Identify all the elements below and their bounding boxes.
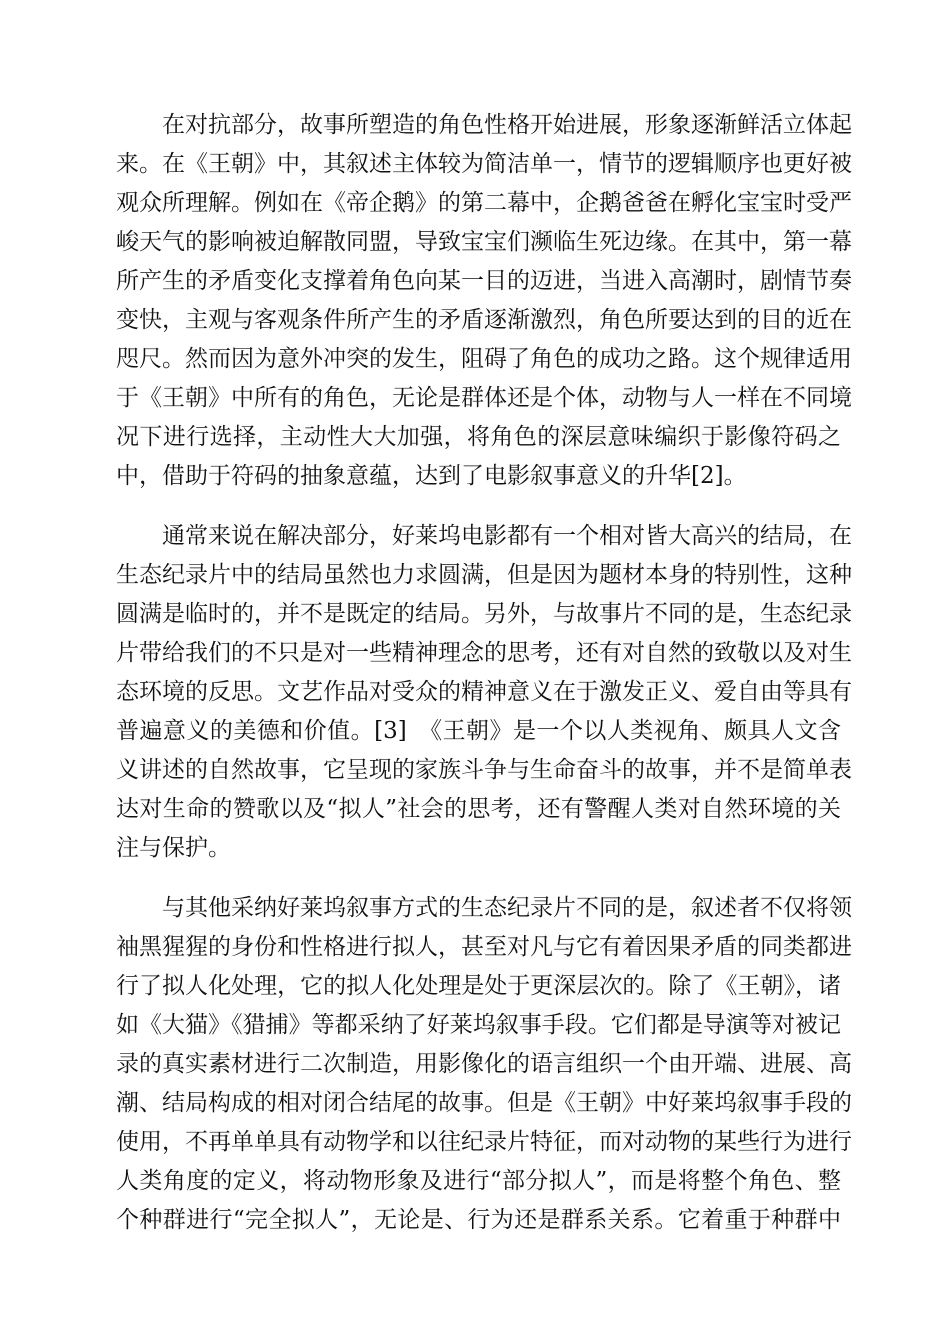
text-line: 如《大猫》《猎捕》等都采纳了好莱坞叙事手段。它们都是导演等对被记 bbox=[116, 1012, 841, 1038]
text-line: 况下进行选择，主动性大大加强，将角色的深层意味编织于影像符码之 bbox=[116, 424, 841, 450]
text-line: 圆满是临时的，并不是既定的结局。另外，与故事片不同的是，生态纪录 bbox=[116, 601, 852, 627]
text-line: 在对抗部分，故事所塑造的角色性格开始进展，形象逐渐鲜活立体起 bbox=[162, 112, 852, 138]
text-line: 态环境的反思。文艺作品对受众的精神意义在于激发正义、爱自由等具有 bbox=[116, 679, 852, 705]
text-line: 人类角度的定义，将动物形象及进行“部分拟人”，而是将整个角色、整 bbox=[116, 1168, 841, 1194]
text-line: 来。在《王朝》中，其叙述主体较为简洁单一，情节的逻辑顺序也更好被 bbox=[116, 151, 852, 177]
text-line: 使用，不再单单具有动物学和以往纪录片特征，而对动物的某些行为进行 bbox=[116, 1129, 852, 1155]
paragraph-2 bbox=[116, 517, 852, 868]
text-line: 普遍意义的美德和价值。[3] 《王朝》是一个以人类视角、颇具人文含 bbox=[116, 718, 841, 744]
text-line: 个种群进行“完全拟人”，无论是、行为还是群系关系。它着重于种群中 bbox=[116, 1207, 841, 1233]
text-line: 咫尺。然而因为意外冲突的发生，阻碍了角色的成功之路。这个规律适用 bbox=[116, 346, 852, 372]
text-line: 峻天气的影响被迫解散同盟，导致宝宝们濒临生死边缘。在其中，第一幕 bbox=[116, 229, 852, 255]
paragraph-1 bbox=[116, 106, 852, 496]
text-line: 观众所理解。例如在《帝企鹅》的第二幕中，企鹅爸爸在孵化宝宝时受严 bbox=[116, 190, 852, 216]
text-line: 达对生命的赞歌以及“拟人”社会的思考，还有警醒人类对自然环境的关 bbox=[116, 796, 841, 822]
text-line: 变快，主观与客观条件所产生的矛盾逐渐激烈，角色所要达到的目的近在 bbox=[116, 307, 852, 333]
text-line: 片带给我们的不只是对一些精神理念的思考，还有对自然的致敬以及对生 bbox=[116, 640, 852, 666]
text-line: 注与保护。 bbox=[116, 835, 231, 861]
text-line: 于《王朝》中所有的角色，无论是群体还是个体，动物与人一样在不同境 bbox=[116, 385, 852, 411]
text-line: 中，借助于符码的抽象意蕴，达到了电影叙事意义的升华[2]。 bbox=[116, 463, 747, 489]
text-line: 义讲述的自然故事，它呈现的家族斗争与生命奋斗的故事，并不是简单表 bbox=[116, 757, 852, 783]
text-line: 通常来说在解决部分，好莱坞电影都有一个相对皆大高兴的结局，在 bbox=[162, 523, 852, 549]
paragraph-3 bbox=[116, 889, 852, 1240]
text-line: 与其他采纳好莱坞叙事方式的生态纪录片不同的是，叙述者不仅将领 bbox=[162, 895, 852, 921]
text-line: 袖黑猩猩的身份和性格进行拟人，甚至对凡与它有着因果矛盾的同类都进 bbox=[116, 934, 852, 960]
document-body bbox=[116, 106, 852, 1261]
text-line: 所产生的矛盾变化支撑着角色向某一目的迈进，当进入高潮时，剧情节奏 bbox=[116, 268, 852, 294]
text-line: 生态纪录片中的结局虽然也力求圆满，但是因为题材本身的特别性，这种 bbox=[116, 562, 852, 588]
text-line: 录的真实素材进行二次制造，用影像化的语言组织一个由开端、进展、高 bbox=[116, 1051, 852, 1077]
text-line: 潮、结局构成的相对闭合结尾的故事。但是《王朝》中好莱坞叙事手段的 bbox=[116, 1090, 852, 1116]
text-line: 行了拟人化处理，它的拟人化处理是处于更深层次的。除了《王朝》，诸 bbox=[116, 973, 841, 999]
